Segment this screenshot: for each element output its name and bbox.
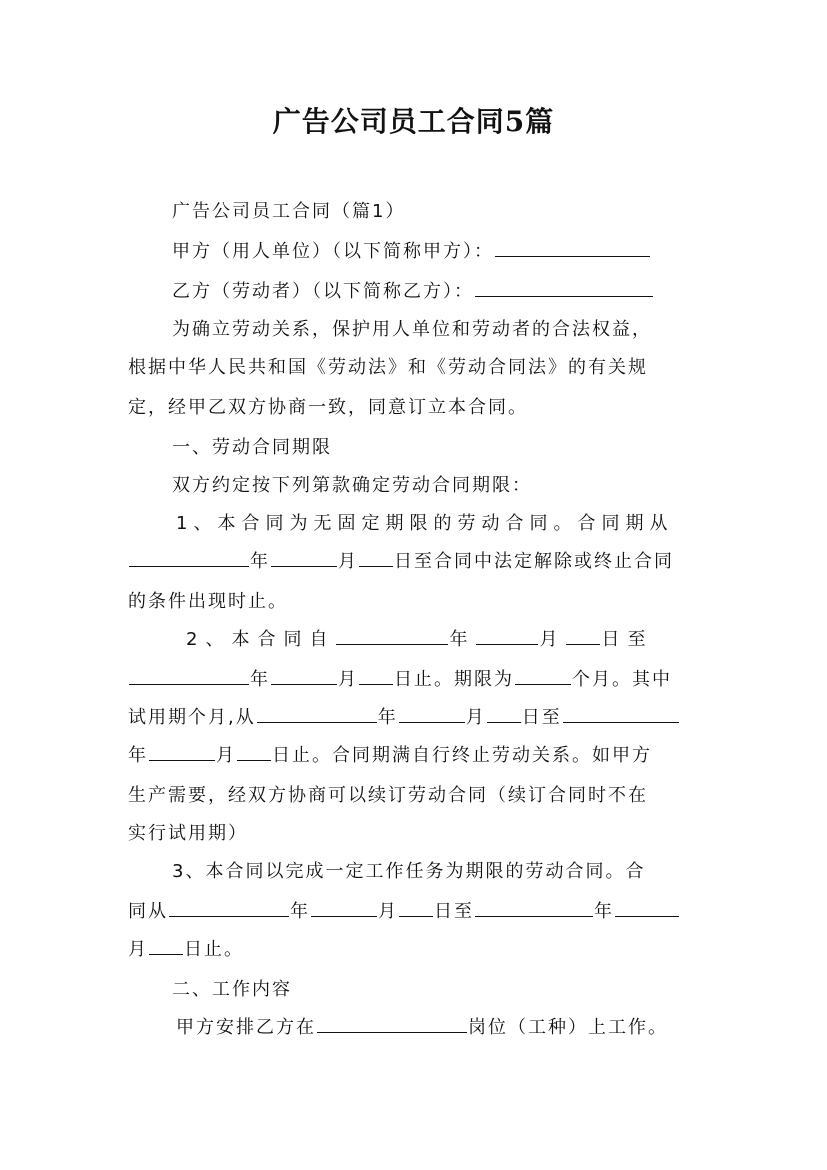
- item-2-line: 2、本合同自 年 月 日至: [186, 629, 654, 650]
- blank-field: [475, 280, 653, 297]
- party-b-line: [172, 280, 654, 304]
- blank-field: [475, 900, 593, 917]
- blank-field: [129, 668, 249, 685]
- blank-field: [271, 550, 337, 567]
- paragraph-line: 生产需要，经双方协商可以续订劳动合同（续订合同时不在: [128, 785, 648, 806]
- item-2-date-line: 年 月 日止。期限为 个月。其中: [128, 668, 672, 692]
- paragraph-line: 的条件出现时止。: [128, 591, 288, 612]
- paragraph-line: 为确立劳动关系，保护用人单位和劳动者的合法权益，: [172, 319, 652, 340]
- paragraph-line: 双方约定按下列第款确定劳动合同期限：: [172, 475, 532, 496]
- blank-field: [563, 706, 679, 723]
- blank-field: [336, 628, 448, 645]
- paragraph-line: 根据中华人民共和国《劳动法》和《劳动合同法》的有关规: [128, 357, 648, 378]
- item-3-line: 3、本合同以完成一定工作任务为期限的劳动合同。合: [172, 861, 646, 882]
- party-a-line: [172, 240, 651, 264]
- blank-field: [359, 550, 393, 567]
- blank-field: [257, 706, 377, 723]
- document-title: 广告公司员工合同5篇: [272, 105, 555, 138]
- blank-field: [615, 900, 679, 917]
- work-content-line: 甲方安排乙方在 岗位（工种）上工作。: [176, 1017, 668, 1038]
- party-a-label: 甲方（用人单位）（以下简称甲方）：: [172, 241, 494, 262]
- item-1-line: 1、本合同为无固定期限的劳动合同。合同期从: [176, 513, 674, 534]
- blank-field: [399, 706, 465, 723]
- item-2-trial-line: 试用期个月,从 年 月 日至: [128, 706, 680, 730]
- item-1-date-line: 年 月 日至合同中法定解除或终止合同: [128, 550, 674, 574]
- item-2-end-line: 年 月 日止。合同期满自行终止劳动关系。如甲方: [128, 745, 652, 766]
- item-3-date-line: 同从 年 月 日至 年: [128, 900, 680, 924]
- blank-field: [237, 744, 271, 761]
- blank-field: [129, 550, 249, 567]
- blank-field: [169, 900, 289, 917]
- item-3-end-line: 月 日止。: [128, 939, 244, 960]
- blank-field: [311, 900, 377, 917]
- blank-field: [487, 706, 521, 723]
- blank-field: [271, 668, 337, 685]
- party-b-label: 乙方（劳动者）（以下简称乙方）：: [172, 281, 474, 302]
- blank-field: [359, 668, 393, 685]
- blank-field: [515, 668, 571, 685]
- contract-subtitle: 广告公司员工合同（篇1）: [172, 201, 406, 222]
- paragraph-line: 定，经甲乙双方协商一致，同意订立本合同。: [128, 397, 528, 418]
- blank-field: [317, 1016, 467, 1033]
- section-heading: 一、劳动合同期限: [172, 437, 332, 458]
- blank-field: [566, 628, 600, 645]
- blank-field: [399, 900, 433, 917]
- section-heading: 二、工作内容: [172, 979, 292, 1000]
- paragraph-line: 实行试用期）: [128, 823, 248, 844]
- blank-field: [149, 938, 183, 955]
- blank-field: [149, 744, 215, 761]
- blank-field: [495, 240, 650, 257]
- blank-field: [476, 628, 538, 645]
